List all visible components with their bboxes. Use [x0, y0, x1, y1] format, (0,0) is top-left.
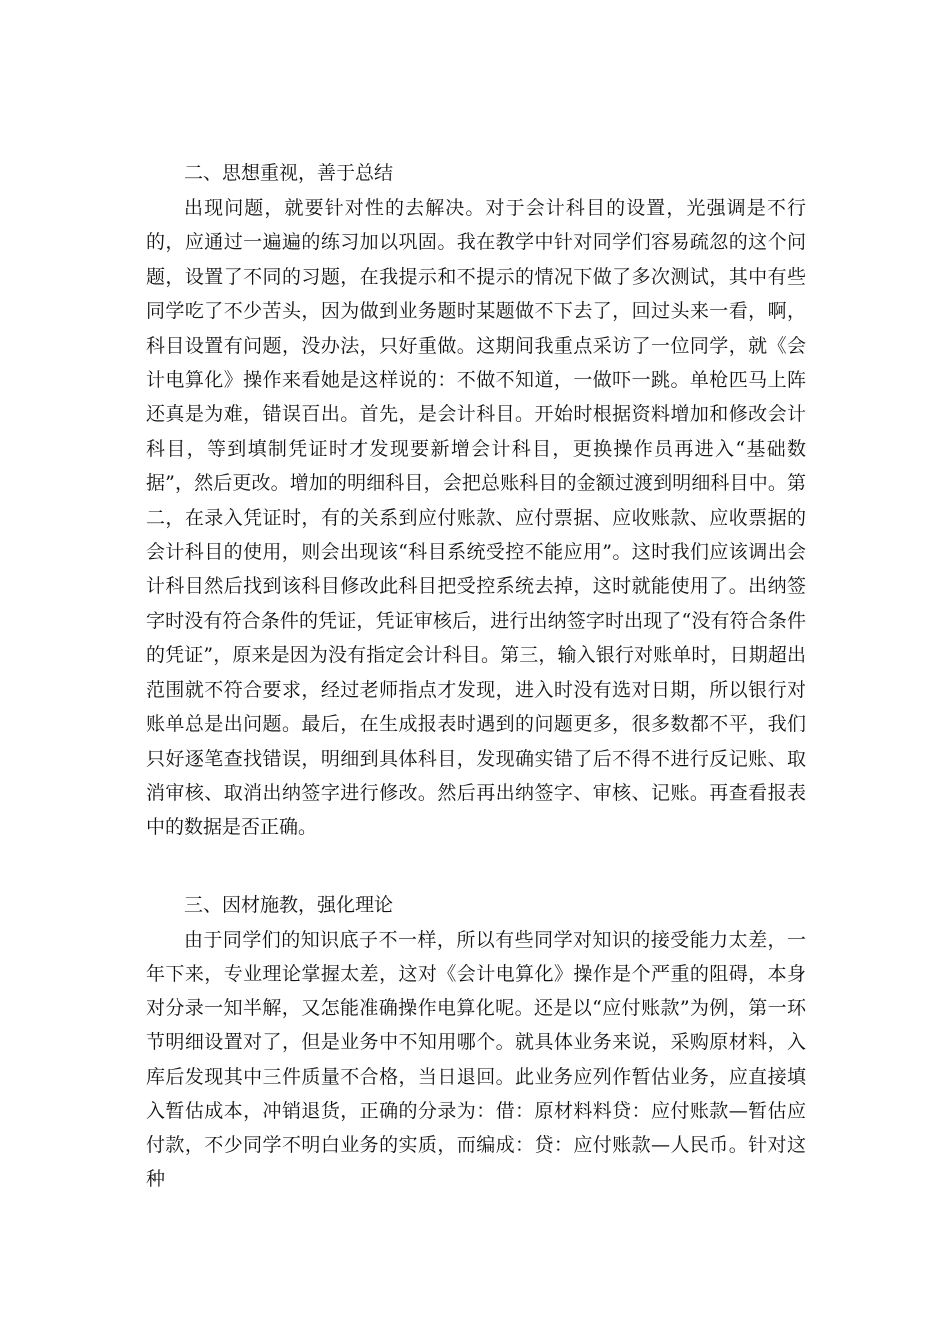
- section-3-paragraph: 由于同学们的知识底子不一样，所以有些同学对知识的接受能力太差，一年下来，专业理论掌握太差，这对《会计电算化》操作是个严重的阻碍，本身对分录一知半解，又怎能准确操作电算化呢。还是以“应付账款”为例，第一环节明细设置对了，但是业务中不知用哪个。就具体业务来说，采购原材料，入库后发现其中三件质量不合格，当日退回。此业务应列作暂估业务，应直接填入暂估成本，冲销退货，正确的分录为：借：原材料料贷：应付账款—暂估应付款，不少同学不明白业务的实质，而编成：贷：应付账款—人民币。针对这种: [146, 928, 806, 1191]
- document-body: [146, 155, 806, 1196]
- section-2-heading: 二、思想重视，善于总结: [184, 162, 394, 184]
- section-spacer: [146, 845, 806, 887]
- section-2-paragraph: 出现问题，就要针对性的去解决。对于会计科目的设置，光强调是不行的，应通过一遍遍的练习加以巩固。我在教学中针对同学们容易疏忽的这个问题，设置了不同的习题，在我提示和不提示的情况下做了多次测试，其中有些同学吃了不少苦头，因为做到业务题时某题做不下去了，回过头来一看，啊，科目设置有问题，没办法，只好重做。这期间我重点采访了一位同学，就《会计电算化》操作来看她是这样说的：不做不知道，一做吓一跳。单枪匹马上阵还真是为难，错误百出。首先，是会计科目。开始时根据资料增加和修改会计科目，等到填制凭证时才发现要新增会计科目，更换操作员再进入“基础数据”，然后更改。增加的明细科目，会把总账科目的金额过渡到明细科目中。第二，在录入凭证时，有的关系到应付账款、应付票据、应收账款、应收票据的会计科目的使用，则会出现该“科目系统受控不能应用”。这时我们应该调出会计科目然后找到该科目修改此科目把受控系统去掉，这时就能使用了。出纳签字时没有符合条件的凭证，凭证审核后，进行出纳签字时出现了“没有符合条件的凭证”，原来是因为没有指定会计科目。第三，输入银行对账单时，日期超出范围就不符合要求，经过老师指点才发现，进入时没有选对日期，所以银行对账单总是出问题。最后，在生成报表时遇到的问题更多，很多数都不平，我们只好逐笔查找错误，明细到具体科目，发现确实错了后不得不进行反记账、取消审核、取消出纳签字进行修改。然后再出纳签字、审核、记账。再查看报表中的数据是否正确。: [146, 197, 806, 839]
- section-3-heading: 三、因材施教，强化理论: [184, 893, 394, 916]
